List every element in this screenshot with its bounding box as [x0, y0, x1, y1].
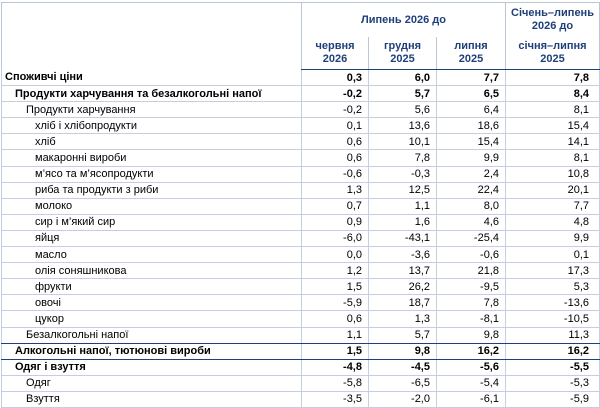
value-june: -0,2 [302, 86, 369, 102]
value-june: -3,5 [302, 391, 369, 407]
value-jul: -8,1 [437, 311, 506, 327]
value-dec: 7,8 [369, 150, 437, 166]
value-jul: 9,8 [437, 327, 506, 343]
table-row [2, 375, 600, 391]
value-dec: 13,7 [369, 263, 437, 279]
row-name: масло [2, 247, 302, 263]
table-row [2, 118, 600, 134]
value-june: 1,5 [302, 279, 369, 295]
table-row [2, 86, 600, 102]
value-jul: -0,6 [437, 247, 506, 263]
table-row [2, 247, 600, 263]
value-june: 0,1 [302, 118, 369, 134]
value-june: 1,2 [302, 263, 369, 279]
value-jan-jul: 17,3 [506, 263, 600, 279]
value-jan-jul: 20,1 [506, 182, 600, 198]
value-june: -0,6 [302, 166, 369, 182]
value-jul: 7,8 [437, 295, 506, 311]
consumer-price-index-table [1, 2, 600, 408]
value-june: 0,6 [302, 150, 369, 166]
row-name: Продукти харчування та безалкогольні напої [2, 86, 302, 102]
value-dec: 10,1 [369, 134, 437, 150]
header-col-jul: липня 2025 [437, 37, 506, 70]
value-jul: 16,2 [437, 343, 506, 359]
value-june: -5,8 [302, 375, 369, 391]
value-jan-jul: 14,1 [506, 134, 600, 150]
value-june: 1,5 [302, 343, 369, 359]
table-row [2, 295, 600, 311]
row-name: Безалкогольні напої [2, 327, 302, 343]
value-june: -0,2 [302, 102, 369, 118]
value-june: 0,6 [302, 311, 369, 327]
row-name: сир і м’який сир [2, 214, 302, 230]
value-jul: 4,6 [437, 214, 506, 230]
value-june: -5,9 [302, 295, 369, 311]
value-dec: -4,5 [369, 359, 437, 375]
row-name: риба та продукти з риби [2, 182, 302, 198]
value-jul: 18,6 [437, 118, 506, 134]
value-jan-jul: 10,8 [506, 166, 600, 182]
row-name: Алкогольні напої, тютюнові вироби [2, 343, 302, 359]
value-june: 0,9 [302, 214, 369, 230]
value-dec: 5,7 [369, 86, 437, 102]
value-dec: -3,6 [369, 247, 437, 263]
value-dec: 1,3 [369, 311, 437, 327]
table-row [2, 391, 600, 407]
row-name: м’ясо та м’ясопродукти [2, 166, 302, 182]
value-jan-jul: 0,1 [506, 247, 600, 263]
header-group-july: Липень 2026 до [302, 3, 506, 38]
value-jul: -25,4 [437, 230, 506, 246]
value-jan-jul: 15,4 [506, 118, 600, 134]
row-name: Споживчі ціни [2, 70, 302, 86]
value-dec: 18,7 [369, 295, 437, 311]
value-dec: 26,2 [369, 279, 437, 295]
row-name: овочі [2, 295, 302, 311]
table-row [2, 166, 600, 182]
header-group-jan-jul: Січень–липень 2026 до [506, 3, 600, 38]
row-name: хліб і хлібопродукти [2, 118, 302, 134]
header-col-june: червня 2026 [302, 37, 369, 70]
row-name: Продукти харчування [2, 102, 302, 118]
value-dec: 13,6 [369, 118, 437, 134]
value-jul: 21,8 [437, 263, 506, 279]
table-row [2, 359, 600, 375]
value-jan-jul: 7,8 [506, 70, 600, 86]
row-name: олія соняшникова [2, 263, 302, 279]
value-dec: 1,1 [369, 198, 437, 214]
table-row [2, 198, 600, 214]
value-june: 0,6 [302, 134, 369, 150]
table-row [2, 327, 600, 343]
table-row [2, 70, 600, 86]
table-body [2, 70, 600, 408]
table-row [2, 102, 600, 118]
header-category-blank [2, 3, 302, 70]
table-row [2, 214, 600, 230]
value-jan-jul: 5,3 [506, 279, 600, 295]
table-row [2, 279, 600, 295]
table-row [2, 134, 600, 150]
value-dec: 5,6 [369, 102, 437, 118]
value-june: 1,1 [302, 327, 369, 343]
header-col-jan-jul: січня–липня 2025 [506, 37, 600, 70]
row-name: Одяг [2, 375, 302, 391]
value-dec: 12,5 [369, 182, 437, 198]
value-jan-jul: 9,9 [506, 230, 600, 246]
value-jul: 6,4 [437, 102, 506, 118]
table-row [2, 150, 600, 166]
value-dec: 1,6 [369, 214, 437, 230]
value-jan-jul: 16,2 [506, 343, 600, 359]
table-row [2, 182, 600, 198]
value-jan-jul: 8,1 [506, 150, 600, 166]
table-row [2, 343, 600, 359]
value-dec: -43,1 [369, 230, 437, 246]
value-june: 1,3 [302, 182, 369, 198]
row-name: макаронні вироби [2, 150, 302, 166]
value-june: -4,8 [302, 359, 369, 375]
table-header [2, 3, 600, 70]
value-jul: -5,6 [437, 359, 506, 375]
value-jan-jul: -5,9 [506, 391, 600, 407]
value-jul: 2,4 [437, 166, 506, 182]
row-name: яйця [2, 230, 302, 246]
row-name: Одяг і взуття [2, 359, 302, 375]
value-june: 0,7 [302, 198, 369, 214]
value-june: 0,0 [302, 247, 369, 263]
value-jul: 15,4 [437, 134, 506, 150]
value-june: -6,0 [302, 230, 369, 246]
value-jan-jul: 8,1 [506, 102, 600, 118]
value-jan-jul: 7,7 [506, 198, 600, 214]
row-name: хліб [2, 134, 302, 150]
table-row [2, 263, 600, 279]
value-jul: 9,9 [437, 150, 506, 166]
value-jul: 8,0 [437, 198, 506, 214]
value-jan-jul: -5,5 [506, 359, 600, 375]
value-jul: -6,1 [437, 391, 506, 407]
value-dec: 5,7 [369, 327, 437, 343]
table-row [2, 311, 600, 327]
value-dec: 9,8 [369, 343, 437, 359]
value-jan-jul: 4,8 [506, 214, 600, 230]
row-name: молоко [2, 198, 302, 214]
value-jan-jul: 8,4 [506, 86, 600, 102]
value-dec: -6,5 [369, 375, 437, 391]
value-jul: 7,7 [437, 70, 506, 86]
row-name: фрукти [2, 279, 302, 295]
value-dec: 6,0 [369, 70, 437, 86]
value-jan-jul: -5,3 [506, 375, 600, 391]
value-jan-jul: -10,5 [506, 311, 600, 327]
value-jan-jul: 11,3 [506, 327, 600, 343]
row-name: цукор [2, 311, 302, 327]
value-jul: -5,4 [437, 375, 506, 391]
value-june: 0,3 [302, 70, 369, 86]
value-jul: 22,4 [437, 182, 506, 198]
value-dec: -2,0 [369, 391, 437, 407]
header-col-dec: грудня 2025 [369, 37, 437, 70]
row-name: Взуття [2, 391, 302, 407]
table-row [2, 230, 600, 246]
value-jan-jul: -13,6 [506, 295, 600, 311]
value-dec: -0,3 [369, 166, 437, 182]
value-jul: -9,5 [437, 279, 506, 295]
value-jul: 6,5 [437, 86, 506, 102]
